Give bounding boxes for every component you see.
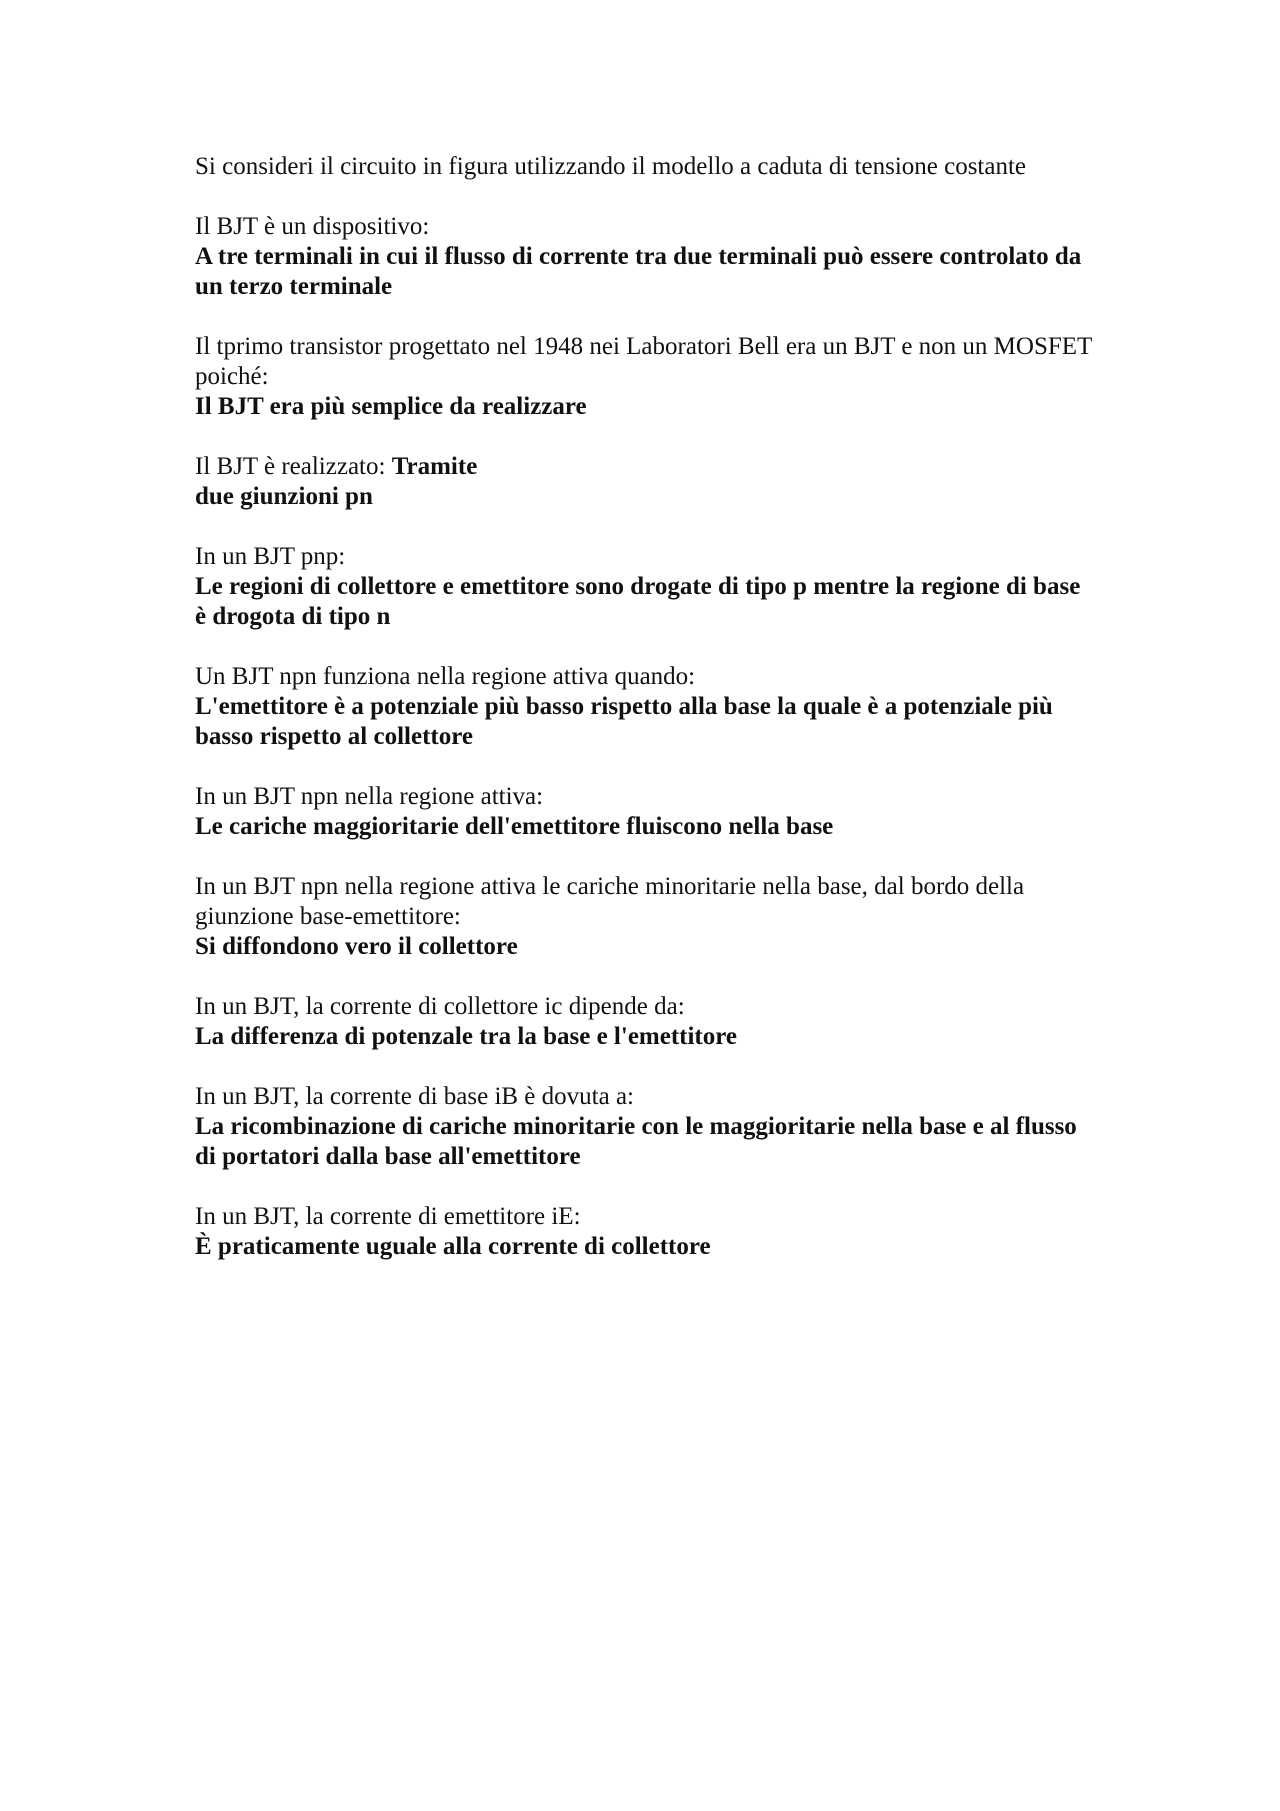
question-text: Il BJT è un dispositivo: [195,213,430,240]
intro-text: Si consideri il circuito in figura utilizzando il modello a caduta di tensione costante [195,153,1027,180]
question-text: In un BJT pnp: [195,543,346,570]
question-text: In un BJT, la corrente di base iB è dovuta a: [195,1083,634,1110]
qa-item [195,1202,1095,1262]
answer-inline-text: Tramite [391,453,478,480]
answer-text: Si diffondono vero il collettore [195,933,518,960]
qa-item [195,992,1095,1052]
qa-item [195,212,1095,302]
document-page [195,152,1095,1292]
question-text: Il BJT è realizzato: [195,453,386,480]
question-text: Un BJT npn funziona nella regione attiva quando: [195,663,696,690]
answer-text: La ricombinazione di cariche minoritarie con le maggioritarie nella base e al flusso di portatori dalla base all'emettitore [195,1113,1077,1170]
question-text: In un BJT, la corrente di emettitore iE: [195,1203,581,1230]
question-text: In un BJT npn nella regione attiva le cariche minoritarie nella base, dal bordo della giunzione base-emettitore: [195,873,1025,930]
qa-item [195,662,1095,752]
question-text: Il tprimo transistor progettato nel 1948 nei Laboratori Bell era un BJT e non un MOSFET poiché: [195,333,1092,390]
qa-item [195,542,1095,632]
answer-text: due giunzioni pn [195,483,373,510]
question-text: In un BJT, la corrente di collettore ic dipende da: [195,993,685,1020]
answer-text: Le regioni di collettore e emettitore sono drogate di tipo p mentre la regione di base è drogota di tipo n [195,573,1081,630]
qa-item [195,1082,1095,1172]
answer-text: A tre terminali in cui il flusso di corrente tra due terminali può essere controlato da un terzo terminale [195,243,1082,300]
answer-text: Il BJT era più semplice da realizzare [195,393,587,420]
answer-text: È praticamente uguale alla corrente di collettore [195,1233,711,1260]
qa-item [195,872,1095,962]
qa-item [195,782,1095,842]
qa-item [195,452,1095,512]
question-text: In un BJT npn nella regione attiva: [195,783,544,810]
question-line [195,452,1095,482]
answer-text: L'emettitore è a potenziale più basso rispetto alla base la quale è a potenziale più basso rispetto al collettore [195,693,1053,750]
qa-item [195,332,1095,422]
answer-text: La differenza di potenzale tra la base e l'emettitore [195,1023,737,1050]
answer-text: Le cariche maggioritarie dell'emettitore fluiscono nella base [195,813,834,840]
